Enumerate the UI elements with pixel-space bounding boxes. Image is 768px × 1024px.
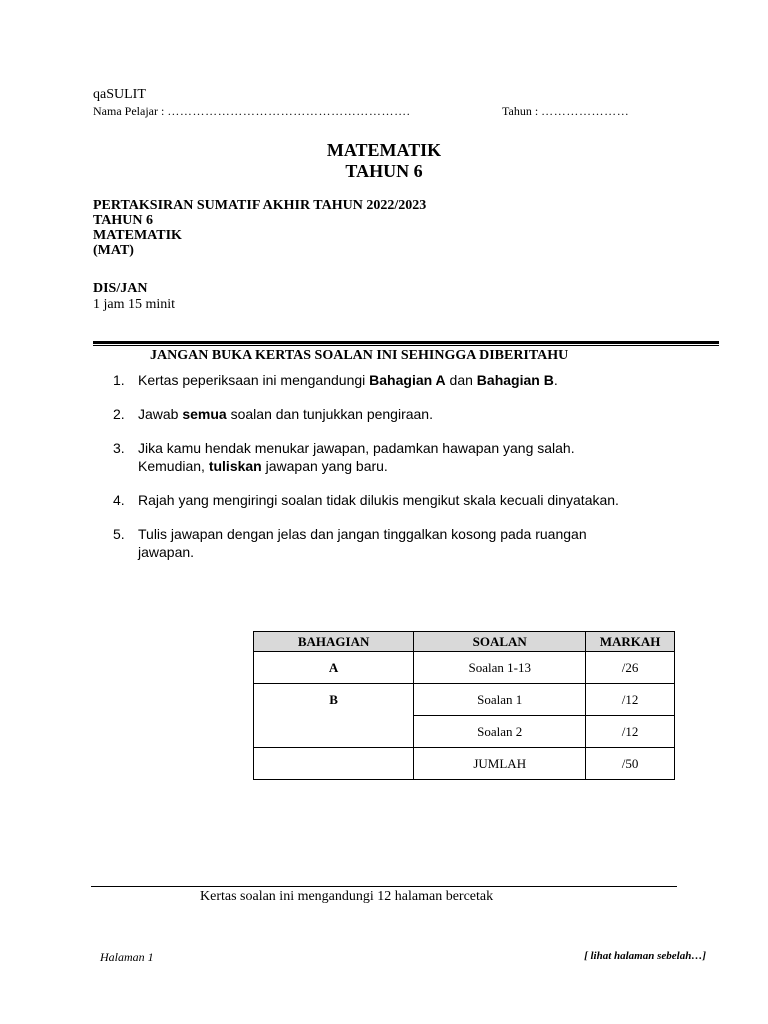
- marks-table: [253, 631, 675, 780]
- header-block: [93, 87, 410, 120]
- classification-label: qaSULIT: [93, 87, 146, 102]
- year-label: Tahun :: [502, 104, 542, 118]
- questions-cell: Soalan 1: [414, 684, 586, 716]
- marks-cell: /12: [586, 716, 675, 748]
- exam-code: (MAT): [93, 243, 134, 258]
- marks-cell: /26: [586, 652, 675, 684]
- table-row: [254, 748, 675, 780]
- do-not-open-warning: JANGAN BUKA KERTAS SOALAN INI SEHINGGA DIBERITAHU: [150, 348, 569, 363]
- instruction-item: 2. Jawab semua soalan dan tunjukkan pengiraan.: [113, 406, 433, 422]
- instruction-list: [113, 371, 703, 577]
- instruction-item: 5. Tulis jawapan dengan jelas dan jangan tinggalkan kosong pada ruangan jawapan.: [113, 526, 587, 560]
- subject-title: MATEMATIK: [326, 140, 442, 160]
- instruction-item: 4. Rajah yang mengiringi soalan tidak dilukis mengikut skala kecuali dinyatakan.: [113, 492, 619, 508]
- questions-cell: Soalan 2: [414, 716, 586, 748]
- exam-session: DIS/JAN: [93, 281, 148, 296]
- questions-cell: JUMLAH: [414, 748, 586, 780]
- student-name-label: Nama Pelajar :: [93, 104, 168, 118]
- year-blank: …………………: [541, 104, 630, 118]
- marks-cell: /12: [586, 684, 675, 716]
- exam-subject: MATEMATIK: [93, 228, 182, 243]
- table-row: [254, 684, 675, 716]
- column-header-soalan: SOALAN: [414, 632, 586, 652]
- student-name-blank: ………………………………………………….: [167, 104, 411, 118]
- section-cell: [254, 748, 414, 780]
- table-header-row: [254, 632, 675, 652]
- exam-name: PERTAKSIRAN SUMATIF AKHIR TAHUN 2022/2023: [93, 198, 427, 213]
- instruction-item: 1. Kertas peperiksaan ini mengandungi Bahagian A dan Bahagian B.: [113, 372, 558, 388]
- column-header-bahagian: BAHAGIAN: [254, 632, 414, 652]
- column-header-markah: MARKAH: [586, 632, 675, 652]
- exam-info: [93, 198, 426, 258]
- exam-year: TAHUN 6: [93, 213, 154, 228]
- table-row: [254, 652, 675, 684]
- page-number: Halaman 1: [100, 950, 154, 964]
- footer-divider: [91, 886, 677, 887]
- questions-cell: Soalan 1-13: [414, 652, 586, 684]
- section-cell: B: [254, 684, 414, 748]
- student-name-field: [93, 103, 410, 120]
- marks-cell: /50: [586, 748, 675, 780]
- instruction-item: 3. Jika kamu hendak menukar jawapan, padamkan hawapan yang salah. Kemudian, tuliskan jawapan yang baru.: [113, 440, 575, 474]
- year-title: TAHUN 6: [345, 161, 423, 181]
- header-divider: [93, 341, 719, 346]
- next-page-note: [ lihat halaman sebelah…]: [584, 950, 706, 962]
- year-field: [502, 103, 629, 119]
- page-count-note: Kertas soalan ini mengandungi 12 halaman bercetak: [200, 889, 494, 904]
- exam-duration: 1 jam 15 minit: [93, 297, 176, 312]
- section-cell: A: [254, 652, 414, 684]
